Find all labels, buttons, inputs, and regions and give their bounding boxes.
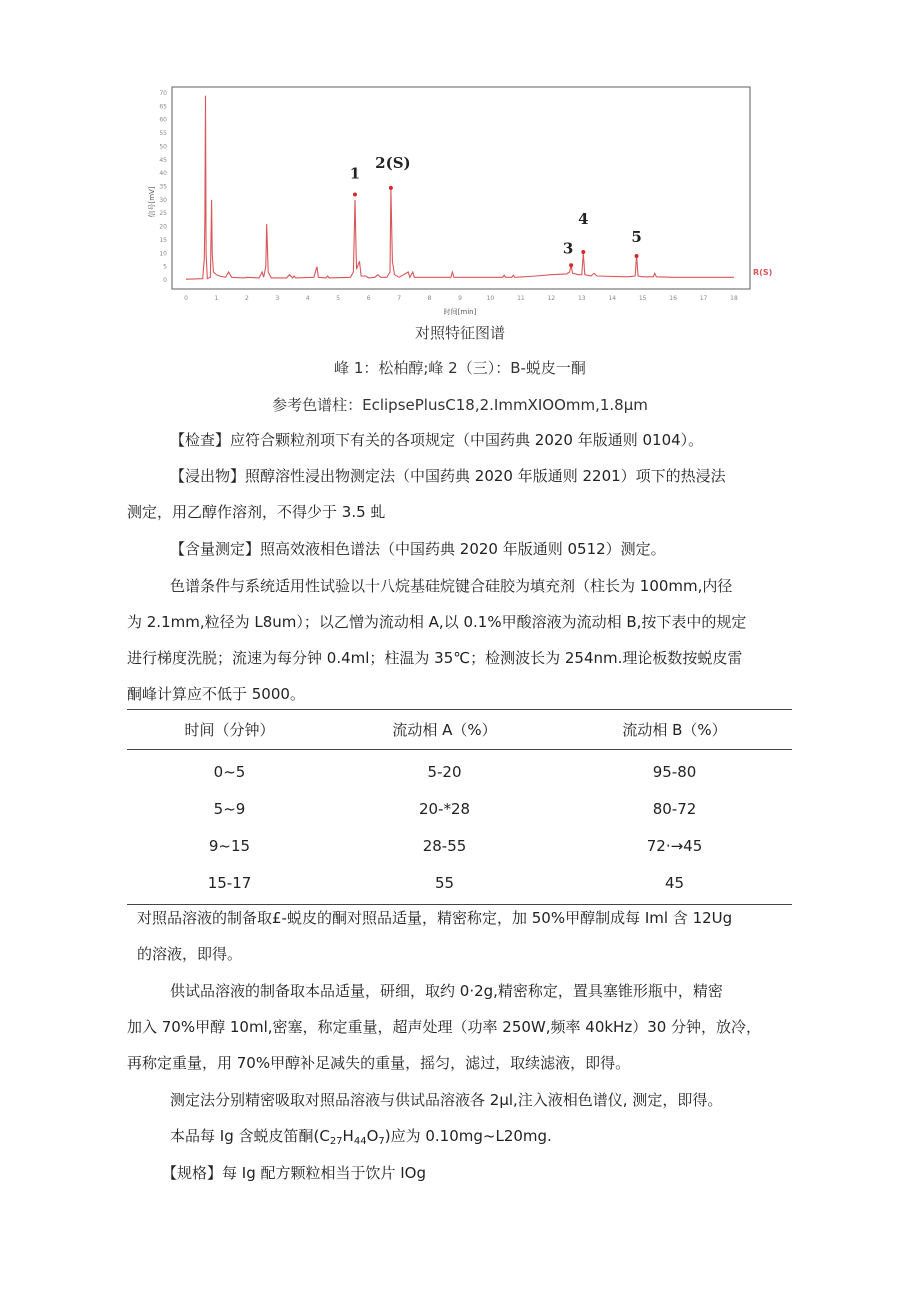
sample-solution-line1: 供试品溶液的制备取本品适量，研细，取约 0·2g,精密称定，置具塞锥形瓶中，精密: [170, 982, 723, 1000]
svg-text:1: 1: [349, 164, 361, 183]
content-text: H: [342, 1127, 354, 1145]
svg-text:3: 3: [562, 239, 574, 258]
gradient-table: [127, 709, 792, 905]
x-axis-ticks: [184, 295, 738, 302]
cell-time: 5~9: [213, 799, 246, 818]
svg-text:9: 9: [458, 295, 462, 302]
svg-text:18: 18: [730, 295, 738, 302]
svg-text:15: 15: [638, 295, 647, 302]
svg-text:65: 65: [159, 103, 167, 111]
header-time: 时间（分钟）: [184, 721, 275, 739]
reference-solution-line1: 对照品溶液的制备取£-蜕皮的酮对照品适量，精密称定，加 50%甲醇制成每 Iml 含 12Ug: [137, 909, 733, 927]
sample-solution-line2: 加入 70%甲醇 10ml,密塞，称定重量，超声处理（功率 250W,频率 40kHz）30 分钟，放冷，: [127, 1018, 762, 1036]
svg-text:4: 4: [305, 295, 310, 302]
cell-phase-b: 95-80: [652, 762, 697, 781]
svg-text:40: 40: [159, 170, 167, 178]
svg-text:5: 5: [336, 295, 341, 302]
header-phase-a: 流动相 A（%）: [392, 721, 497, 739]
conditions-line3: 进行梯度洗脱；流速为每分钟 0.4ml；柱温为 35℃；检测波长为 254nm.理论板数按蜕皮雷: [127, 649, 743, 667]
svg-text:5: 5: [163, 263, 167, 271]
trace-label: R(S): [753, 268, 773, 277]
svg-text:50: 50: [159, 143, 167, 151]
conditions-line4: 酮峰计算应不低于 5000。: [127, 685, 305, 703]
conditions-line2: 为 2.1mm,粒径为 L8um）；以乙憎为流动相 A,以 0.1%甲酸溶液为流动相 B,按下表中的规定: [127, 613, 747, 631]
spec-paragraph: 【规格】每 Ig 配方颗粒相当于饮片 IOg: [162, 1164, 427, 1182]
subscript: 44: [353, 1136, 367, 1147]
svg-text:5: 5: [631, 227, 642, 246]
y-axis-ticks: [159, 90, 167, 284]
svg-text:20: 20: [159, 223, 167, 231]
svg-text:55: 55: [159, 130, 167, 138]
svg-text:11: 11: [517, 295, 525, 302]
svg-text:2: 2: [244, 295, 249, 302]
svg-text:15: 15: [159, 236, 167, 244]
svg-text:45: 45: [159, 156, 167, 164]
table-row: [127, 753, 792, 790]
content-text: 本品每 Ig 含蜕皮笛酮(C: [170, 1127, 330, 1145]
y-axis-label: 信号[mV]: [148, 186, 156, 218]
svg-text:0: 0: [184, 295, 188, 302]
svg-text:35: 35: [159, 183, 167, 191]
inspection-paragraph: 【检查】应符合颗粒剂项下有关的各项规定（中国药典 2020 年版通则 0104）。: [170, 431, 704, 449]
svg-text:10: 10: [486, 295, 495, 302]
cell-time: 9~15: [208, 836, 251, 855]
column-note: 参考色谱柱：EclipsePlusC18,2.ImmXIOOmm,1.8μm: [272, 396, 648, 414]
svg-text:3: 3: [275, 295, 280, 302]
figure-caption: 对照特征图谱: [414, 324, 505, 342]
svg-text:8: 8: [427, 295, 432, 302]
chromatogram-plot: [140, 82, 780, 322]
svg-text:2(S): 2(S): [375, 153, 411, 172]
table-row: [127, 864, 792, 901]
sample-solution-line3: 再称定重量，用 70%甲醇补足减失的重量，摇匀，滤过，取续滤液，即得。: [127, 1054, 631, 1072]
content-text: O: [366, 1127, 379, 1145]
chromatogram-figure: [140, 82, 780, 322]
table-row: [127, 827, 792, 864]
reference-solution-line2: 的溶液，即得。: [137, 945, 243, 963]
peaks-note: 峰 1：松柏醇;峰 2（三）：B-蜕皮一酮: [334, 359, 586, 377]
content-limit-paragraph: [170, 1118, 552, 1154]
method-paragraph: 测定法分别精密吸取对照品溶液与供试品溶液各 2μl,注入液相色谱仪, 测定，即得。: [170, 1091, 723, 1109]
cell-phase-b: 72·→45: [646, 836, 703, 855]
cell-phase-b: 45: [664, 873, 685, 892]
svg-text:4: 4: [578, 209, 589, 228]
svg-text:10: 10: [159, 250, 167, 258]
svg-text:14: 14: [608, 295, 617, 302]
svg-text:0: 0: [163, 277, 167, 284]
extract-paragraph-line1: 【浸出物】照醇溶性浸出物测定法（中国药典 2020 年版通则 2201）项下的热浸法: [170, 467, 726, 485]
cell-time: 15-17: [207, 873, 252, 892]
extract-paragraph-line2: 测定，用乙醇作溶剂，不得少于 3.5 虬: [127, 503, 386, 521]
svg-text:13: 13: [577, 295, 586, 302]
table-header-row: [127, 710, 792, 750]
svg-text:7: 7: [397, 295, 402, 302]
svg-text:70: 70: [159, 90, 167, 97]
svg-text:25: 25: [159, 210, 167, 218]
svg-text:30: 30: [159, 196, 167, 204]
assay-heading: 【含量测定】照高效液相色谱法（中国药典 2020 年版通则 0512）测定。: [170, 540, 666, 558]
header-phase-b: 流动相 B（%）: [622, 721, 727, 739]
svg-text:17: 17: [699, 295, 708, 302]
x-axis-label: 时间[min]: [443, 308, 477, 316]
conditions-line1: 色谱条件与系统适用性试验以十八烷基硅烷键合硅胶为填充剂（柱长为 100mm,内径: [170, 577, 733, 595]
svg-text:6: 6: [366, 295, 371, 302]
plot-frame: [172, 87, 750, 289]
svg-text:60: 60: [159, 116, 167, 124]
cell-phase-a: 55: [434, 873, 455, 892]
cell-phase-a: 5-20: [427, 762, 462, 781]
subscript: 7: [378, 1136, 385, 1147]
cell-phase-b: 80-72: [652, 799, 697, 818]
svg-text:12: 12: [547, 295, 556, 302]
cell-phase-a: 28-55: [422, 836, 467, 855]
subscript: 27: [329, 1136, 343, 1147]
cell-time: 0~5: [213, 762, 246, 781]
content-text: )应为 0.10mg~L20mg.: [384, 1127, 552, 1145]
svg-text:1: 1: [214, 295, 219, 302]
cell-phase-a: 20-*28: [418, 799, 471, 818]
table-row: [127, 790, 792, 827]
svg-text:16: 16: [669, 295, 677, 302]
